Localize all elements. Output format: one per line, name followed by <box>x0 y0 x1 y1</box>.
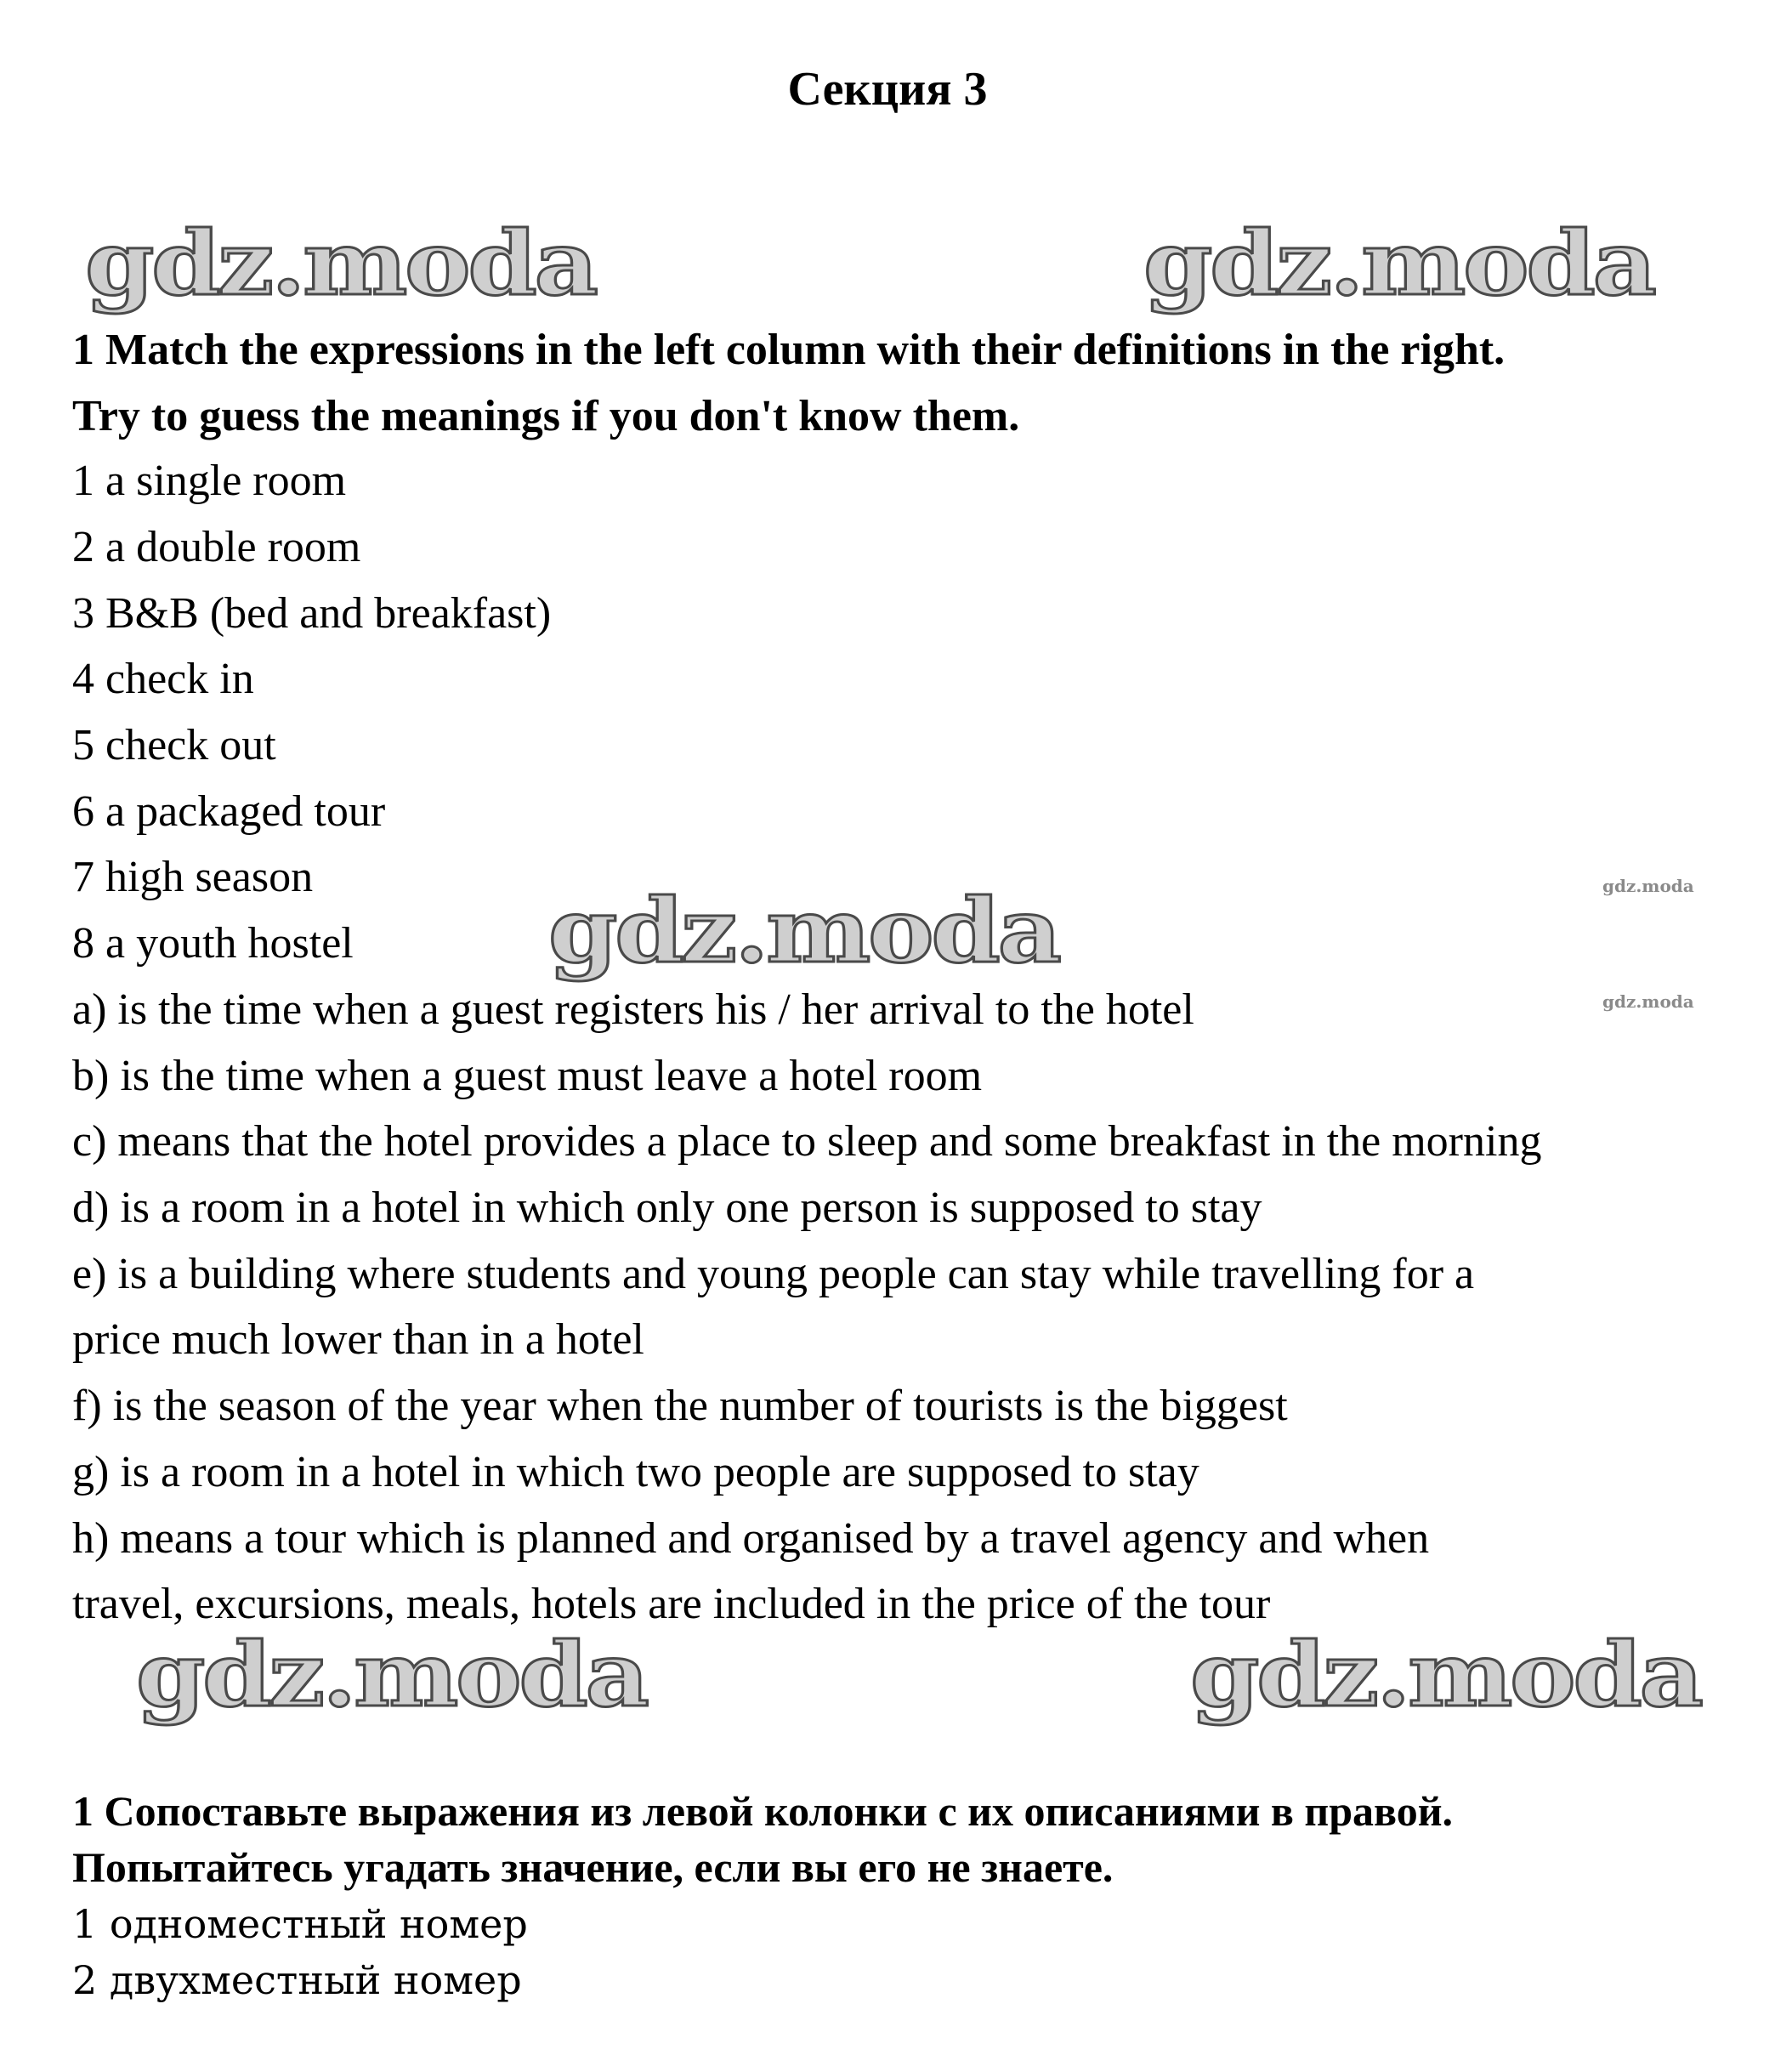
watermark-logo: gdz.moda <box>85 211 596 315</box>
watermark-small: gdz.moda <box>1602 876 1694 896</box>
definition-item-continuation: travel, excursions, meals, hotels are included in the price of the tour <box>72 1580 1271 1628</box>
watermark-logo: gdz.moda <box>548 878 1059 983</box>
task-heading-en <box>72 317 1738 450</box>
expression-item: 6 a packaged tour <box>72 787 386 836</box>
expression-item: 2 a double room <box>72 523 361 571</box>
definition-item: b) is the time when a guest must leave a hotel room <box>72 1052 983 1100</box>
expression-item: 8 a youth hostel <box>72 919 354 968</box>
expression-item-ru: 2 двухместный номер <box>72 1957 522 2003</box>
task-heading-line: 1 Match the expressions in the left column with their definitions in the right. <box>72 326 1506 374</box>
definition-item: e) is a building where students and young people can stay while travelling for a <box>72 1250 1475 1298</box>
definition-item: c) means that the hotel provides a place to sleep and some breakfast in the morning <box>72 1117 1542 1166</box>
watermark-logo: gdz.moda <box>136 1622 647 1727</box>
expression-item: 1 a single room <box>72 457 347 505</box>
watermark-logo: gdz.moda <box>1143 211 1654 315</box>
watermark-logo: gdz.moda <box>1190 1622 1701 1727</box>
expression-item: 4 check in <box>72 655 254 703</box>
task-heading-ru <box>72 1783 1738 1895</box>
task-heading-line: 1 Сопоставьте выражения из левой колонки с их описаниями в правой. <box>72 1787 1453 1835</box>
watermark-small: gdz.moda <box>1602 991 1694 1012</box>
task-heading-line: Попытайтесь угадать значение, если вы его не знаете. <box>72 1843 1114 1891</box>
definition-item: d) is a room in a hotel in which only one person is supposed to stay <box>72 1184 1262 1232</box>
definition-item: a) is the time when a guest registers his / her arrival to the hotel <box>72 985 1194 1034</box>
definition-item-continuation: price much lower than in a hotel <box>72 1315 644 1364</box>
expression-item: 3 B&B (bed and breakfast) <box>72 589 552 638</box>
page-title: Секция 3 <box>787 63 988 116</box>
expression-item: 5 check out <box>72 721 276 769</box>
definition-item: f) is the season of the year when the number of tourists is the biggest <box>72 1382 1288 1430</box>
expression-item: 7 high season <box>72 853 314 901</box>
task-heading-line: Try to guess the meanings if you don't know them. <box>72 392 1020 440</box>
expression-item-ru: 1 одноместный номер <box>72 1901 528 1947</box>
definition-item: h) means a tour which is planned and organised by a travel agency and when <box>72 1514 1430 1563</box>
definition-item: g) is a room in a hotel in which two people are supposed to stay <box>72 1448 1199 1496</box>
